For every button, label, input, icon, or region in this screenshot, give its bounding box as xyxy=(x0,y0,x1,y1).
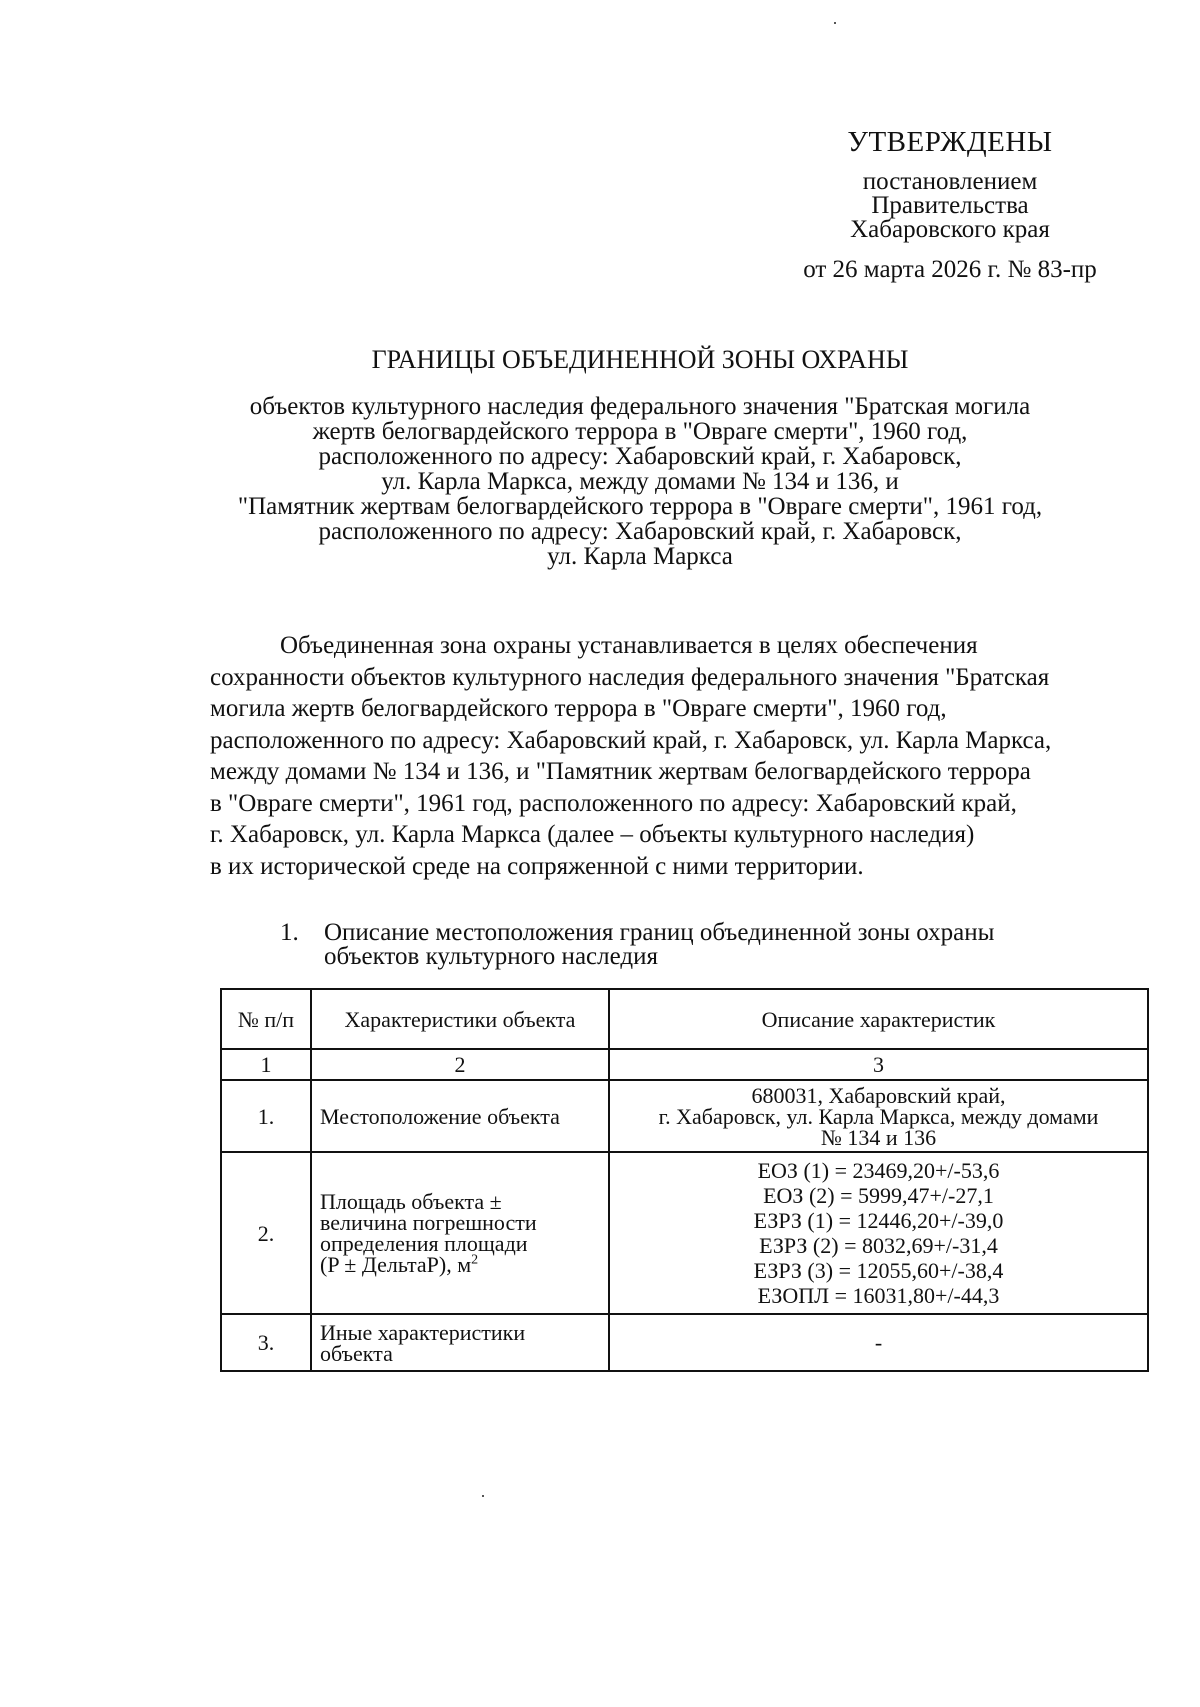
row-characteristic xyxy=(311,1314,609,1371)
table-column-number-row xyxy=(221,1049,1148,1080)
characteristics-table xyxy=(220,988,1149,1372)
description-line: 680031, Хабаровский край, xyxy=(751,1082,1006,1108)
approval-block xyxy=(760,124,1140,282)
characteristic-line-text: (P ± ДельтаP), м xyxy=(320,1252,472,1277)
characteristic-line: величина погрешности xyxy=(320,1210,537,1235)
section-number: 1. xyxy=(280,919,299,946)
paragraph-line: сохранности объектов культурного наследия федерального значения "Братская xyxy=(210,663,1050,691)
row-characteristic: Местоположение объекта xyxy=(311,1080,609,1152)
characteristic-line: Иные характеристики xyxy=(320,1319,526,1345)
characteristic-line: определения площади xyxy=(320,1231,528,1256)
section-heading-line: Описание местоположения границ объединенной зоны охраны xyxy=(324,919,995,946)
approval-heading: УТВЕРЖДЕНЫ xyxy=(847,126,1053,158)
area-value-line: ЕОЗ (1) = 23469,20+/-53,6 xyxy=(757,1158,1000,1183)
paragraph-line: могила жертв белогвардейского террора в "Овраге смерти", 1960 год, xyxy=(210,695,947,722)
paragraph-line: между домами № 134 и 136, и "Памятник жертвам белогвардейского террора xyxy=(210,758,1031,785)
description-line: г. Хабаровск, ул. Карла Маркса, между домами xyxy=(658,1103,1099,1129)
paragraph-line: г. Хабаровск, ул. Карла Маркса (далее – объекты культурного наследия) xyxy=(210,821,975,848)
title-line: ул. Карла Маркса xyxy=(547,543,733,570)
approval-line-2: Правительства xyxy=(871,192,1029,219)
paragraph-line: в "Овраге смерти", 1961 год, расположенного по адресу: Хабаровский край, xyxy=(210,789,1017,817)
title-line: жертв белогвардейского террора в "Овраге смерти", 1960 год, xyxy=(312,418,968,445)
header-cell-number: № п/п xyxy=(221,989,311,1049)
scan-speck-bottom xyxy=(482,1495,484,1497)
intro-paragraph xyxy=(210,630,1150,882)
title-line: расположенного по адресу: Хабаровский край, г. Хабаровск, xyxy=(318,518,962,545)
title-line: расположенного по адресу: Хабаровский край, г. Хабаровск, xyxy=(318,443,962,470)
paragraph-line: Объединенная зона охраны устанавливается в целях обеспечения xyxy=(280,632,978,659)
paragraph-line: расположенного по адресу: Хабаровский край, г. Хабаровск, ул. Карла Маркса, xyxy=(210,726,1052,754)
scan-speck-top xyxy=(834,22,836,24)
row-description xyxy=(609,1152,1148,1314)
paragraph-line: в их исторической среде на сопряженной с ними территории. xyxy=(210,852,864,880)
area-value-line: ЕЗРЗ (2) = 8032,69+/-31,4 xyxy=(759,1233,998,1258)
area-value-line: ЕЗОПЛ = 16031,80+/-44,3 xyxy=(757,1283,1000,1308)
approval-date: от 26 марта 2026 г. № 83-пр xyxy=(803,256,1097,283)
area-value-line: ЕЗРЗ (1) = 12446,20+/-39,0 xyxy=(753,1208,1004,1233)
description-line: № 134 и 136 xyxy=(820,1124,937,1150)
approval-line-3: Хабаровского края xyxy=(850,216,1050,243)
row-description xyxy=(609,1080,1148,1152)
table-row xyxy=(221,1152,1148,1314)
table-row xyxy=(221,1080,1148,1152)
superscript-exponent: 2 xyxy=(471,1252,479,1268)
header-cell-description: Описание характеристик xyxy=(609,989,1148,1049)
row-number: 2. xyxy=(221,1152,311,1314)
row-description: - xyxy=(609,1314,1148,1371)
column-number-cell: 3 xyxy=(609,1049,1148,1080)
characteristic-line: объекта xyxy=(320,1340,393,1366)
title-line: объектов культурного наследия федерального значения "Братская могила xyxy=(249,393,1031,420)
title-line: ул. Карла Маркса, между домами № 134 и 136, и xyxy=(381,468,899,495)
document-title xyxy=(200,344,1080,569)
row-characteristic xyxy=(311,1152,609,1314)
characteristic-line: Площадь объекта ± xyxy=(320,1189,502,1214)
title-line: "Памятник жертвам белогвардейского террора в "Овраге смерти", 1961 год, xyxy=(237,493,1043,520)
section-1-heading xyxy=(280,921,1150,969)
row-number: 3. xyxy=(221,1314,311,1371)
table-header-row xyxy=(221,989,1148,1049)
table-row xyxy=(221,1314,1148,1371)
area-value-line: ЕЗРЗ (3) = 12055,60+/-38,4 xyxy=(753,1258,1004,1283)
section-heading-line: объектов культурного наследия xyxy=(324,943,658,970)
title-main: ГРАНИЦЫ ОБЪЕДИНЕННОЙ ЗОНЫ ОХРАНЫ xyxy=(371,345,909,374)
characteristic-line xyxy=(320,1254,600,1275)
column-number-cell: 1 xyxy=(221,1049,311,1080)
header-cell-characteristic: Характеристики объекта xyxy=(311,989,609,1049)
approval-line-1: постановлением xyxy=(862,168,1038,195)
area-value-line: ЕОЗ (2) = 5999,47+/-27,1 xyxy=(763,1183,994,1208)
column-number-cell: 2 xyxy=(311,1049,609,1080)
row-number: 1. xyxy=(221,1080,311,1152)
